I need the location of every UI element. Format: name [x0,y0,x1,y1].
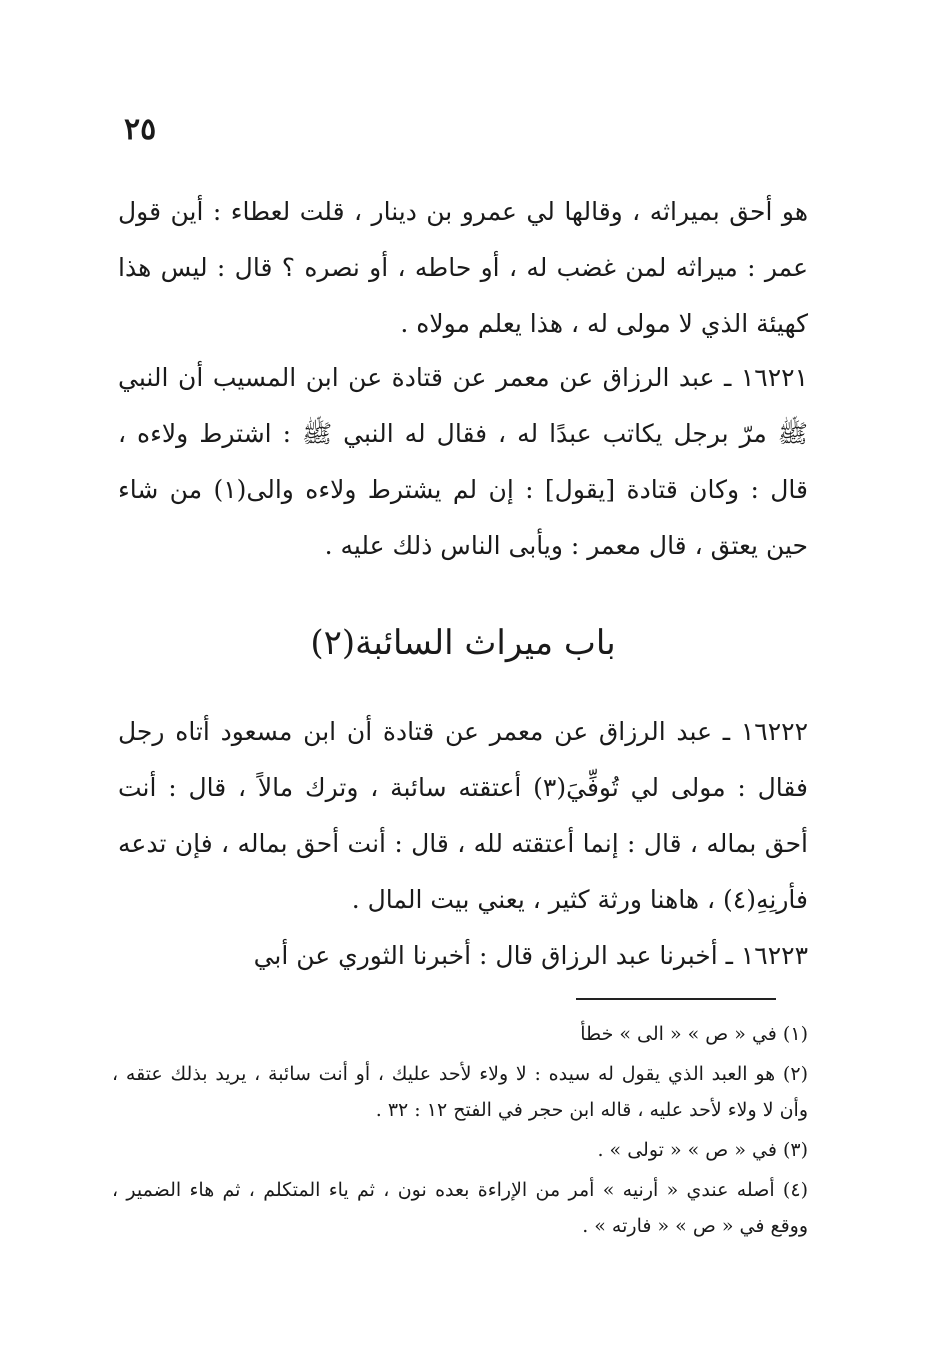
paragraph-4: ١٦٢٢٣ ـ أخبرنا عبد الرزاق قال : أخبرنا الثوري عن أبي [253,941,808,970]
page-number: ٢٥ [124,112,157,147]
paragraph-1: هو أحق بميراثه ، وقالها لي عمرو بن دينار ، قلت لعطاء : أين قول عمر : ميراثه لمن غضب له ، أو حاطه ، أو نصره ؟ قال : ليس هذا كهيئة الذي لا مولى له ، هذا يعلم مولاه . [118,197,808,338]
chapter-title: باب ميراث السائبة(٢) [310,623,616,663]
footnote-divider [576,998,776,1000]
footnote-4: (٤) أصله عندي « أرنيه » أمر من الإراءة بعده نون ، ثم ياء المتكلم ، ثم هاء الضمير ، ووقع في « ص » « فارته » . [112,1179,808,1237]
paragraph-3: ١٦٢٢٢ ـ عبد الرزاق عن معمر عن قتادة أن ابن مسعود أتاه رجل فقال : مولى لي تُوفِّيَ(٣) أعتقته سائبة ، وترك مالاً ، قال : أنت أحق بماله ، قال : إنما أعتقته لله ، قال : أنت أحق بماله ، فإن تدعه فأرنِهِ(٤) ، هاهنا ورثة كثير ، يعني بيت المال . [118,717,809,914]
footnote-1: (١) في « ص » « الى » خطأ [580,1023,808,1045]
footnotes [112,1016,808,1248]
footnote-2: (٢) هو العبد الذي يقول له سيده : لا ولاء لأحد عليك ، أو أنت سائبة ، يريد بذلك عتقه ، وأن لا ولاء لأحد عليه ، قاله ابن حجر في الفتح ١٢ : ٣٢ . [112,1063,808,1121]
paragraph-2: ١٦٢٢١ ـ عبد الرزاق عن معمر عن قتادة عن ابن المسيب أن النبي ﷺ مرّ برجل يكاتب عبدًا له ، فقال له النبي ﷺ : اشترط ولاءه ، قال : وكان قتادة [يقول] : إن لم يشترط ولاءه والى(١) من شاء حين يعتق ، قال معمر : ويأبى الناس ذلك عليه . [118,363,808,560]
footnote-3: (٣) في « ص » « تولى » . [597,1139,808,1161]
